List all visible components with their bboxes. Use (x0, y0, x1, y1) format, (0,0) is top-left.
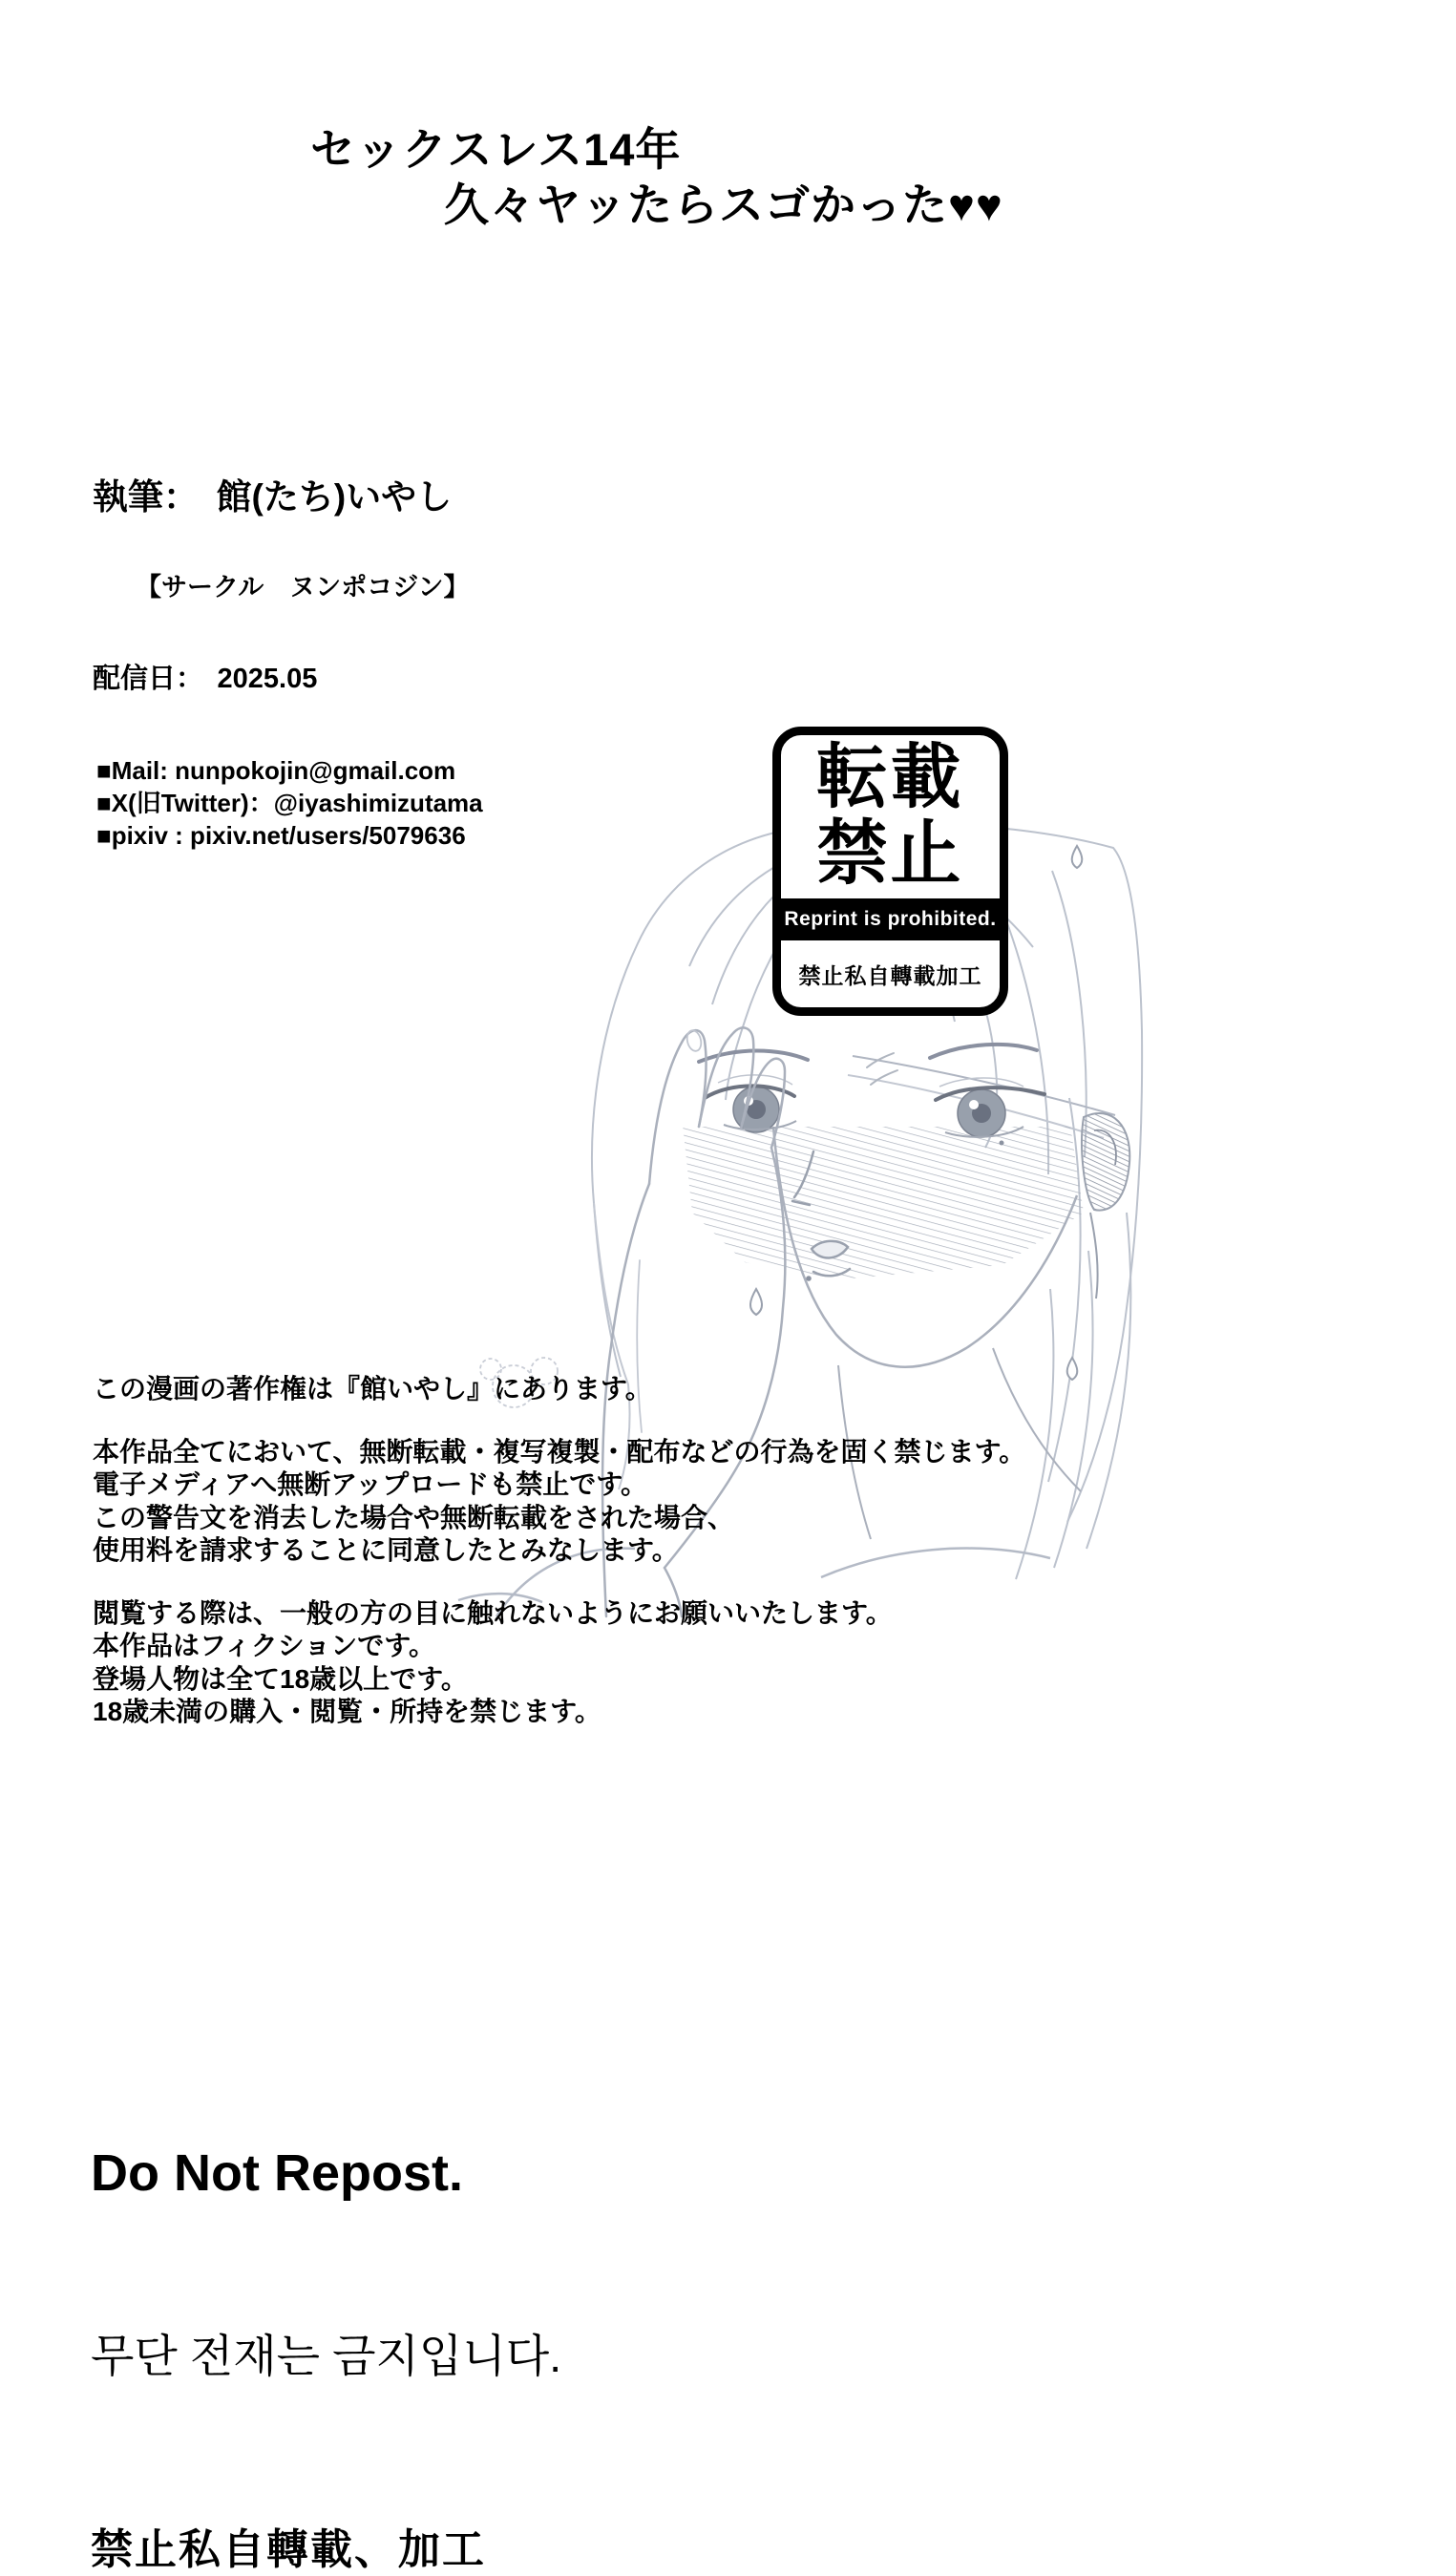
contact-list (96, 754, 1242, 852)
stamp-chinese-line: 禁止私自轉載加工 (798, 962, 982, 988)
stamp-big-text (781, 735, 1000, 892)
circle-line: 【サークル ヌンポコジン】 (136, 573, 470, 602)
contact-pixiv: ■pixiv : pixiv.net/users/5079636 (96, 821, 466, 850)
contact-x-twitter: ■X(旧Twitter)：@iyashimizutama (96, 789, 483, 817)
contact-mail: ■Mail: nunpokojin@gmail.com (96, 756, 456, 785)
prohibition-line: 電子メディアへ無断アップロードも禁止です。 (93, 1469, 648, 1499)
title-block (310, 122, 1456, 233)
viewing-line: 閲覧する際は、一般の方の目に触れないようにお願いいたします。 (93, 1597, 893, 1628)
prohibition-line: この警告文を消去した場合や無断転載をされた場合、 (93, 1502, 735, 1532)
viewing-line: 本作品はフィクションです。 (93, 1631, 435, 1660)
notice-chinese: 禁止私自轉載、加工 (91, 2525, 486, 2573)
prohibition-line: 本作品全てにおいて、無断転載・複写複製・配布などの行為を固く禁じます。 (93, 1436, 1026, 1467)
notice-korean: 무단 전재는 금지입니다. (91, 2330, 562, 2381)
no-reprint-stamp (772, 727, 1008, 1016)
title-line-2: 久々ヤッたらスゴかった♥♥ (444, 179, 1003, 230)
viewing-line: 18歳未満の購入・閲覧・所持を禁じます。 (93, 1697, 601, 1726)
blush-hatching (680, 1127, 1090, 1281)
ear-sketch (1082, 1113, 1129, 1299)
prohibition-line: 使用料を請求することに同意したとみなします。 (93, 1535, 679, 1565)
title-line-1: セックスレス14年 (310, 124, 682, 175)
viewing-line: 登場人物は全て18歳以上です。 (93, 1663, 468, 1694)
copyright-block (93, 1373, 1238, 1729)
release-date-line: 配信日： 2025.05 (93, 664, 318, 694)
stamp-english-band: Reprint is prohibited. (781, 898, 1000, 940)
notice-english: Do Not Repost. (91, 2143, 463, 2202)
stamp-line-1: 転載 (816, 737, 964, 816)
copyright-viewing (93, 1597, 1238, 1729)
copyright-prohibition (93, 1436, 1238, 1568)
stamp-line-2: 禁止 (816, 813, 964, 893)
author-line: 執筆： 館(たち)いやし (93, 477, 453, 517)
copyright-ownership: この漫画の著作権は『館いやし』にあります。 (93, 1374, 652, 1404)
